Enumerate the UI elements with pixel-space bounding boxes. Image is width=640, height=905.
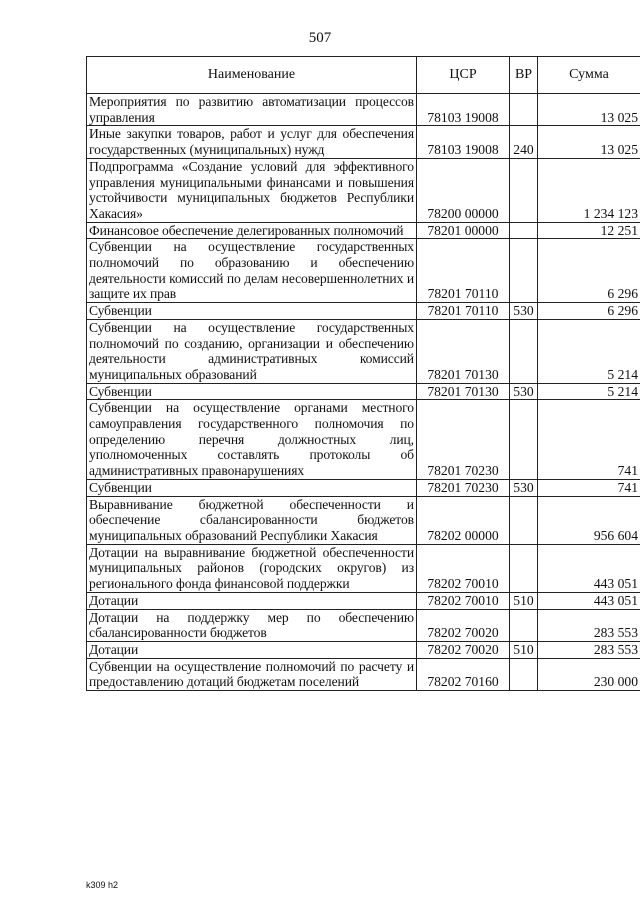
cell-name: Субвенции на осуществление органами местного самоуправления государственного полномочия по определению перечня должностных лиц, уполномоченных составлять протоколы об административных правонарушениях [87,400,417,480]
cell-sum: 741 [538,479,640,496]
cell-name: Субвенции [87,383,417,400]
table-row [87,319,640,383]
cell-name: Субвенции [87,479,417,496]
cell-sum: 13 025 [538,94,640,126]
cell-csr: 78201 70130 [417,319,510,383]
cell-vr [510,158,538,222]
cell-vr: 240 [510,126,538,158]
cell-sum: 6 296 [538,303,640,320]
cell-csr: 78103 19008 [417,126,510,158]
table-row [87,609,640,641]
cell-name: Субвенции на осуществление государственных полномочий по образованию и обеспечению деятельности комиссий по делам несовершеннолетних и защите их прав [87,239,417,303]
cell-sum: 12 251 [538,222,640,239]
cell-csr: 78202 70010 [417,544,510,592]
budget-table [86,56,640,691]
cell-csr: 78201 70230 [417,400,510,480]
table-row [87,658,640,690]
cell-sum: 5 214 [538,383,640,400]
table-row [87,126,640,158]
cell-name: Мероприятия по развитию автоматизации процессов управления [87,94,417,126]
cell-name: Дотации на поддержку мер по обеспечению сбалансированности бюджетов [87,609,417,641]
table-row [87,400,640,480]
cell-sum: 6 296 [538,239,640,303]
cell-vr [510,222,538,239]
cell-name: Дотации на выравнивание бюджетной обеспеченности муниципальных районов (городских округов) из регионального фонда финансовой поддержки [87,544,417,592]
cell-csr: 78201 00000 [417,222,510,239]
cell-vr: 510 [510,641,538,658]
header-csr: ЦСР [417,57,510,94]
cell-csr: 78201 70110 [417,239,510,303]
cell-csr: 78202 70020 [417,609,510,641]
cell-vr: 530 [510,303,538,320]
table-row [87,479,640,496]
cell-sum: 956 604 [538,496,640,544]
cell-name: Субвенции [87,303,417,320]
cell-vr [510,544,538,592]
cell-vr: 510 [510,592,538,609]
table-row [87,303,640,320]
cell-vr [510,400,538,480]
cell-csr: 78201 70110 [417,303,510,320]
table-row [87,158,640,222]
cell-name: Финансовое обеспечение делегированных полномочий [87,222,417,239]
table-row [87,239,640,303]
table-row [87,222,640,239]
table-row [87,496,640,544]
cell-vr [510,239,538,303]
cell-vr [510,94,538,126]
cell-vr [510,496,538,544]
cell-csr: 78201 70230 [417,479,510,496]
cell-vr [510,609,538,641]
cell-name: Субвенции на осуществление полномочий по расчету и предоставлению дотаций бюджетам поселений [87,658,417,690]
cell-name: Дотации [87,641,417,658]
table-row [87,592,640,609]
cell-sum: 283 553 [538,609,640,641]
cell-sum: 230 000 [538,658,640,690]
cell-vr [510,319,538,383]
cell-name: Выравнивание бюджетной обеспеченности и обеспечение сбалансированности бюджетов муниципальных образований Республики Хакасия [87,496,417,544]
cell-csr: 78202 70010 [417,592,510,609]
cell-csr: 78200 00000 [417,158,510,222]
cell-sum: 1 234 123 [538,158,640,222]
cell-csr: 78202 70160 [417,658,510,690]
table-row [87,544,640,592]
cell-name: Дотации [87,592,417,609]
cell-vr: 530 [510,383,538,400]
cell-csr: 78202 70020 [417,641,510,658]
page-number: 507 [308,30,332,46]
cell-vr [510,658,538,690]
cell-sum: 443 051 [538,544,640,592]
table-row [87,641,640,658]
cell-name: Субвенции на осуществление государственных полномочий по созданию, организации и обеспечению деятельности административных комиссий муниципальных образований [87,319,417,383]
cell-name: Подпрограмма «Создание условий для эффективного управления муниципальными финансами и повышения устойчивости муниципальных бюджетов Республики Хакасия» [87,158,417,222]
cell-sum: 741 [538,400,640,480]
footer-code: k309 h2 [86,880,119,890]
header-vr: ВР [510,57,538,94]
cell-sum: 443 051 [538,592,640,609]
cell-csr: 78201 70130 [417,383,510,400]
cell-sum: 5 214 [538,319,640,383]
cell-sum: 13 025 [538,126,640,158]
cell-name: Иные закупки товаров, работ и услуг для обеспечения государственных (муниципальных) нужд [87,126,417,158]
cell-csr: 78103 19008 [417,94,510,126]
table-row [87,94,640,126]
table-header-row [87,57,640,94]
header-sum: Сумма [538,57,640,94]
cell-csr: 78202 00000 [417,496,510,544]
cell-sum: 283 553 [538,641,640,658]
table-row [87,383,640,400]
cell-vr: 530 [510,479,538,496]
header-name: Наименование [87,57,417,94]
